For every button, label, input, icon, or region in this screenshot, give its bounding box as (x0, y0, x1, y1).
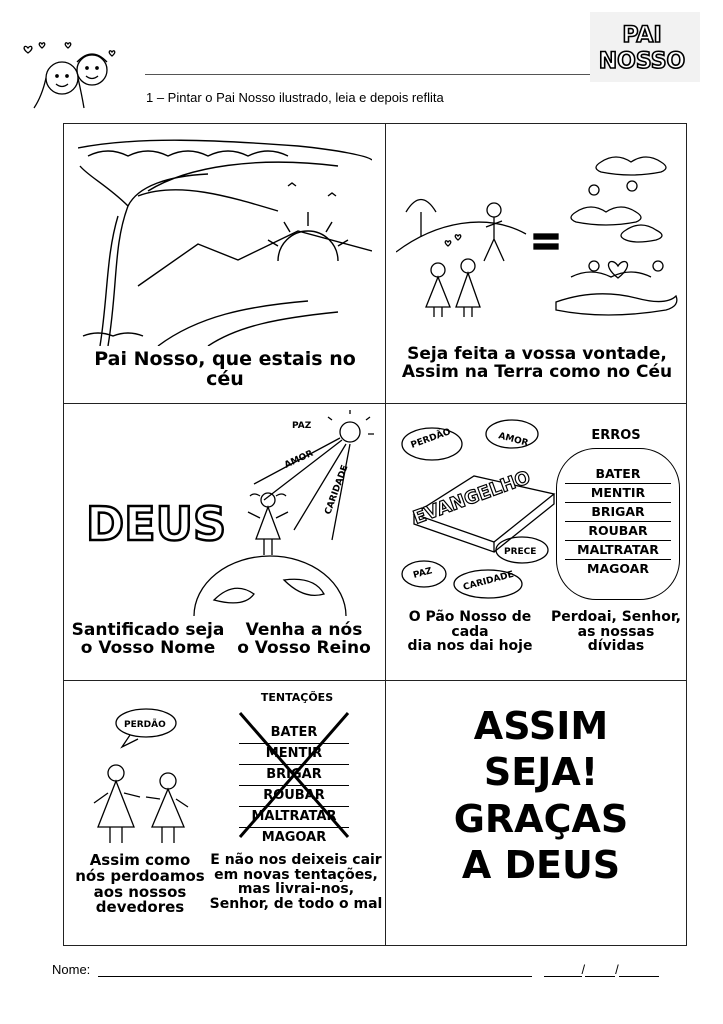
title-line-2: NOSSO (598, 49, 686, 74)
temptation-item: MAGOAR (261, 830, 327, 845)
bubble-perdao: PERDÃO (409, 427, 453, 451)
amen-line: SEJA! (483, 750, 599, 795)
errors-cloud (556, 448, 680, 600)
panel-forgive-our-debtors (64, 681, 386, 946)
children-and-angels-illustration (396, 142, 678, 332)
deus-earth-illustration (74, 410, 378, 616)
temptation-item: ROUBAR (239, 786, 349, 807)
forgiving-children-illustration (76, 701, 216, 857)
bubble-perdao-p5: PERDÃO (124, 720, 166, 730)
bubble-paz: PAZ (412, 566, 434, 581)
panel-3-caption-right: Venha a nós o Vosso Reino (237, 620, 371, 658)
temptation-item: BATER (239, 723, 349, 744)
error-item: MENTIR (565, 484, 671, 503)
error-item: BATER (565, 465, 671, 484)
panel-5-caption-right: E não nos deixeis cair em novas tentações, mas livrai-nos, Senhor, de todo o mal (209, 852, 383, 913)
panel-daily-bread (386, 404, 687, 681)
deus-word: DEUS (86, 497, 227, 551)
panel-5-caption-left: Assim como nós perdoamos aos nossos devedores (75, 851, 205, 917)
word-caridade: CARIDADE (323, 463, 351, 517)
panel-4-caption-left: O Pão Nosso de cada dia nos dai hoje (407, 609, 533, 655)
name-footer: Nome: / / (52, 962, 659, 977)
name-blank[interactable] (98, 964, 532, 977)
errors-title: ERROS (591, 428, 641, 443)
amen-line: ASSIM (473, 704, 609, 748)
panel-hallowed-be-thy-name (64, 404, 386, 681)
gospel-book-illustration (394, 414, 564, 600)
prayer-grid (63, 123, 687, 946)
amen-text (446, 703, 636, 888)
bubble-amor: AMOR (497, 431, 530, 449)
children-logo-illustration (22, 40, 122, 112)
panel-2-caption: Seja feita a vossa vontade, Assim na Terra como no Céu (401, 344, 673, 382)
amen-line: A DEUS (461, 843, 621, 888)
tree-landscape-illustration (78, 136, 372, 346)
panel-thy-will-be-done (386, 124, 687, 404)
date-month-blank[interactable] (585, 964, 615, 977)
errors-list (565, 465, 671, 578)
name-label: Nome: (52, 962, 91, 977)
book-word: EVANGELHO (410, 466, 534, 529)
panel-4-caption-right: Perdoai, Senhor, as nossas dívidas (550, 609, 682, 655)
bubble-caridade: CARIDADE (462, 569, 515, 593)
panel-amen (386, 681, 687, 946)
title-line-1: PAI (622, 23, 662, 48)
amen-line: GRAÇAS (453, 796, 629, 841)
instruction-text: 1 – Pintar o Pai Nosso ilustrado, leia e depois reflita (146, 90, 444, 105)
temptations-title: TENTAÇÕES (260, 691, 334, 704)
date-day-blank[interactable] (544, 964, 582, 977)
error-item: ROUBAR (565, 522, 671, 541)
bubble-prece: PRECE (504, 547, 537, 557)
panel-3-caption-left: Santificado seja o Vosso Nome (71, 620, 225, 658)
temptation-item: MENTIR (239, 744, 349, 765)
panel-1-caption: Pai Nosso, que estais no céu (94, 348, 356, 390)
cross-out-mark (232, 711, 356, 841)
error-item: BRIGAR (565, 503, 671, 522)
date-year-blank[interactable] (619, 964, 659, 977)
temptation-item: BRIGAR (239, 765, 349, 786)
temptation-item: MALTRATAR (239, 807, 349, 828)
error-item: MALTRATAR (565, 541, 671, 560)
pai-nosso-title-logo (590, 12, 700, 82)
word-paz: PAZ (292, 421, 312, 431)
error-item: MAGOAR (587, 561, 649, 576)
panel-our-father-in-heaven (64, 124, 386, 404)
word-amor: AMOR (283, 448, 315, 471)
